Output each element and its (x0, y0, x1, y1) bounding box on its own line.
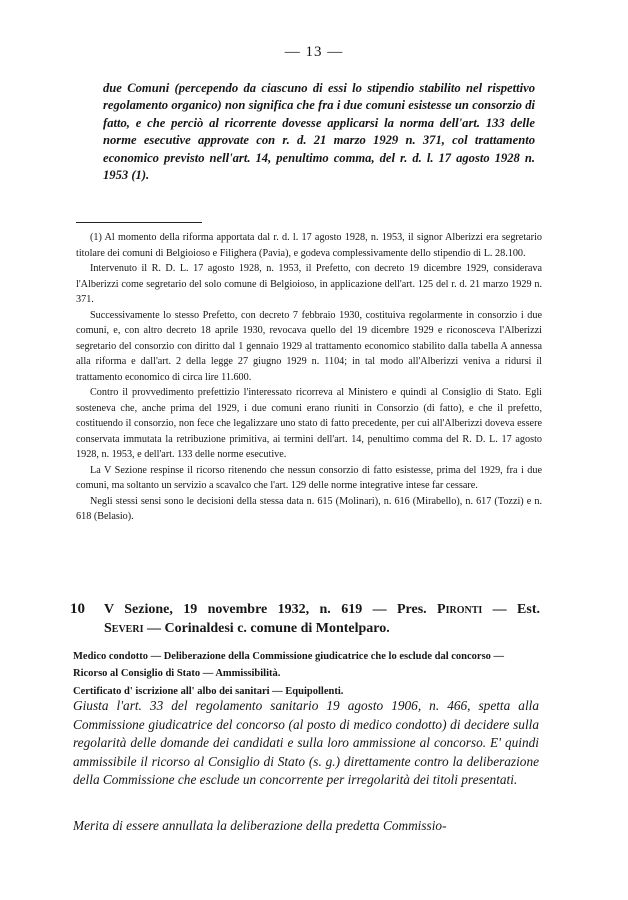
footnote-paragraph: Intervenuto il R. D. L. 17 agosto 1928, n. 1953, il Prefetto, con decreto 19 dicembre 1929, considerava l'Alberizzi come segretario del solo comune di Belgioioso, in applicazione dell'art. 125 del r. d. 21 marzo 1929 n. 371. (76, 263, 542, 305)
case-keywords (73, 648, 539, 700)
case-title-line-2 (104, 619, 540, 638)
case-court-date: V Sezione, 19 novembre 1932, n. 619 — Pres. (104, 602, 438, 617)
main-text-paragraph: due Comuni (percependo da ciascuno di essi lo stipendio stabilito nel rispettivo regolamento organico) non significa che fra i due comuni esistesse un consorzio di fatto, e che perciò al ricorrente dovesse applicarsi la norma dell'art. 133 delle norme esecutive approvate con r. d. 21 marzo 1929 n. 371, col trattamento economico previsto nell'art. 14, penultimo comma, del r. d. l. 17 agosto 1928 n. 1953 (1). (103, 81, 535, 183)
keyword-line: Certificato d' iscrizione all' albo dei sanitari — Equipollenti. (73, 685, 344, 697)
keyword-line: Medico condotto — Deliberazione della Commissione giudicatrice che lo esclude dal concorso — Ricorso al Consiglio di Stato — Ammissibilità. (73, 651, 505, 680)
case-number: 10 (70, 601, 85, 617)
continuation-line: Merita di essere annullata la deliberazione della predetta Commissio- (73, 818, 447, 833)
case-president: Pironti (437, 602, 483, 617)
case-estensore: Severi (104, 621, 144, 636)
page-number: — 13 — (284, 44, 344, 60)
case-est-label: — Est. (482, 602, 541, 617)
legal-principle: Giusta l'art. 33 del regolamento sanitario 19 agosto 1906, n. 466, spetta alla Commissione giudicatrice del concorso (al posto di medico condotto) di decidere sulla regolarità delle domande dei candidati e sulla loro ammissione al concorso. E' quindi ammissibile il ricorso al Consiglio di Stato (s. g.) direttamente contro la deliberazione della Commissione che esclude un concorrente per irregolarità dei titoli presentati. (73, 698, 539, 788)
case-parties: — Corinaldesi c. comune di Montelparo. (143, 621, 390, 636)
footnote-paragraph: Successivamente lo stesso Prefetto, con decreto 7 febbraio 1930, costituiva regolarmente in consorzio i due comuni, e, con altro decreto 18 aprile 1930, revocava quello del 19 dicembre 1929 e riconosceva l'Alberizzi segretario del consorzio con diritto dal 1 gennaio 1929 al trattamento economico stabilito dalla tabella A annessa alla riforma e dall'art. 2 della legge 27 giugno 1929 n. 1104; in tal modo all'Alberizzi veniva a ridursi il trattamento economico di circa lire 11.600. (76, 309, 542, 383)
footnote-paragraph: Contro il provvedimento prefettizio l'interessato ricorreva al Ministero e quindi al Consiglio di Stato. Egli sosteneva che, anche prima del 1929, i due comuni erano riuniti in Consorzio (di fatto), e che il prefetto, costituendo il consorzio, non fece che legalizzare uno stato di fatto precedente, per cui all'Alberizzi doveva essere conservata immutata la retribuzione primitiva, ai termini dell'art. 14, penultimo comma del R. D. L. 17 agosto 1928, n. 1953, e dell'art. 133 delle norme esecutive. (76, 387, 542, 460)
footnotes (76, 230, 542, 525)
footnote-separator (76, 222, 202, 223)
footnote-paragraph: La V Sezione respinse il ricorso ritenendo che nessun consorzio di fatto esistesse, prima del 1929, fra i due comuni, ma soltanto un servizio a scavalco che l'art. 129 delle norme integrative intese far cessare. (76, 464, 542, 491)
case-title-line-1 (104, 600, 540, 619)
footnote-paragraph: (1) Al momento della riforma apportata dal r. d. l. 17 agosto 1928, n. 1953, il signor Alberizzi era segretario titolare dei comuni di Belgioioso e Filighera (Pavia), e godeva complessivamente dello stipendio di L. 28.100. (76, 232, 542, 259)
footnote-paragraph: Negli stessi sensi sono le decisioni della stessa data n. 615 (Molinari), n. 616 (Mirabello), n. 617 (Tozzi) e n. 618 (Belasio). (76, 495, 542, 522)
